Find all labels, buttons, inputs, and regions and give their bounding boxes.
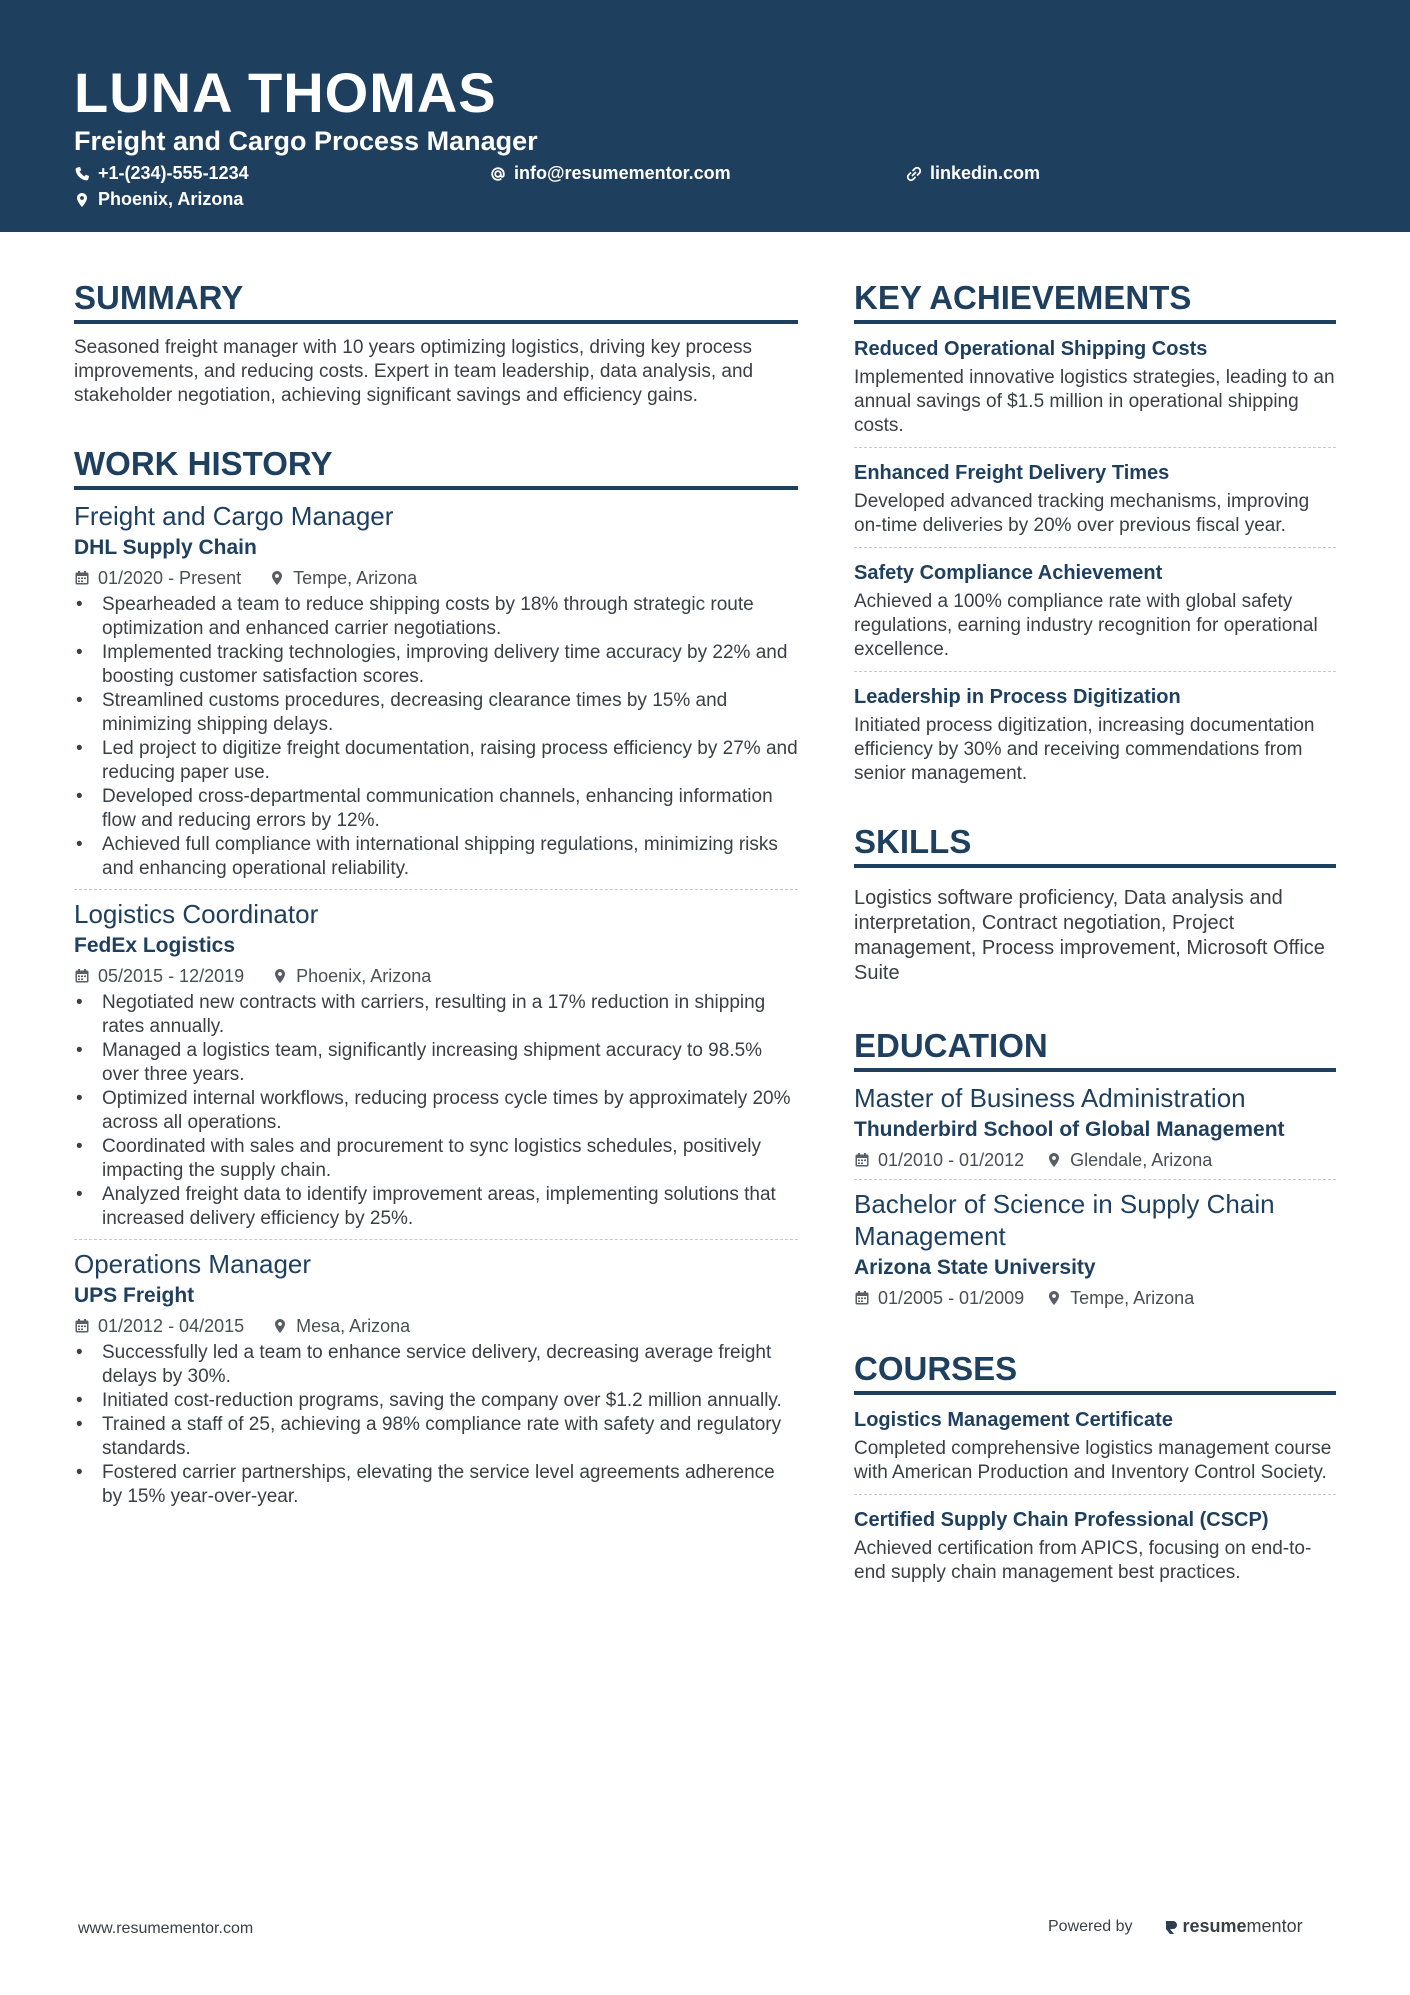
divider xyxy=(854,447,1336,448)
map-pin-icon xyxy=(272,1318,288,1334)
education-location xyxy=(1046,1149,1212,1171)
achievement-desc: Developed advanced tracking mechanisms, improving on-time deliveries by 20% over previous fiscal year. xyxy=(854,491,1310,536)
at-sign-icon xyxy=(490,166,506,182)
map-pin-icon xyxy=(272,968,288,984)
achievement-title: Leadership in Process Digitization xyxy=(854,686,1181,708)
summary-text: Seasoned freight manager with 10 years optimizing logistics, driving key process improvements, and reducing costs. Expert in team leadership, data analysis, and stakeholder negotiation, achieving significant savings and efficiency gains. xyxy=(74,337,754,406)
section-title-skills: SKILLS xyxy=(854,822,1336,868)
job-title: Operations Manager xyxy=(74,1249,312,1279)
job-dates: 01/2020 - Present xyxy=(98,568,242,588)
job-bullet: • Coordinated with sales and procurement to sync logistics schedules, positively impacting the supply chain. xyxy=(74,1135,798,1183)
map-pin-icon xyxy=(1046,1152,1062,1168)
degree-title: Bachelor of Science in Supply Chain Management xyxy=(854,1189,1275,1251)
candidate-title: Freight and Cargo Process Manager xyxy=(74,126,538,156)
job-bullet: • Optimized internal workflows, reducing process cycle times by approximately 20% across all operations. xyxy=(74,1087,798,1135)
course-title: Certified Supply Chain Professional (CSCP) xyxy=(854,1509,1269,1531)
left-column xyxy=(74,278,798,1509)
job-title: Logistics Coordinator xyxy=(74,899,319,929)
divider xyxy=(854,1494,1336,1495)
education-dates: 01/2010 - 01/2012 xyxy=(878,1150,1025,1170)
achievement-item xyxy=(854,684,1336,786)
powered-by-label: Powered by xyxy=(1048,1917,1133,1935)
job-bullet: • Achieved full compliance with international shipping regulations, minimizing risks and enhancing operational reliability. xyxy=(74,833,798,881)
job-entry xyxy=(74,898,798,1231)
job-location xyxy=(272,1315,410,1337)
job-bullets xyxy=(74,991,798,1231)
achievement-title: Safety Compliance Achievement xyxy=(854,562,1163,584)
course-item xyxy=(854,1407,1336,1485)
job-bullet: • Analyzed freight data to identify improvement areas, implementing solutions that increased delivery efficiency by 25%. xyxy=(74,1183,798,1231)
degree-title: Master of Business Administration xyxy=(854,1083,1246,1113)
calendar-icon xyxy=(854,1290,870,1306)
linkedin-link[interactable]: linkedin.com xyxy=(930,163,1041,183)
job-bullet: • Led project to digitize freight documentation, raising process efficiency by 27% and reducing paper use. xyxy=(74,737,798,785)
job-location-text: Mesa, Arizona xyxy=(296,1316,411,1336)
job-dates: 05/2015 - 12/2019 xyxy=(98,966,245,986)
right-column xyxy=(854,278,1336,1585)
divider xyxy=(74,889,798,890)
job-meta xyxy=(74,1315,798,1337)
calendar-icon xyxy=(74,968,90,984)
brand-name-light: mentor xyxy=(1246,1916,1303,1936)
achievement-title: Reduced Operational Shipping Costs xyxy=(854,338,1208,360)
section-title-courses: COURSES xyxy=(854,1349,1336,1395)
education-location xyxy=(1046,1287,1194,1309)
job-entry xyxy=(74,500,798,881)
job-location xyxy=(272,965,431,987)
course-title: Logistics Management Certificate xyxy=(854,1409,1173,1431)
contact-email[interactable] xyxy=(490,163,731,184)
company-name: UPS Freight xyxy=(74,1284,195,1307)
phone-number: +1-(234)-555-1234 xyxy=(98,163,249,183)
email-address[interactable]: info@resumementor.com xyxy=(514,163,731,183)
achievement-item xyxy=(854,560,1336,662)
job-bullets xyxy=(74,1341,798,1509)
education-item xyxy=(854,1082,1336,1171)
job-bullet: • Successfully led a team to enhance service delivery, decreasing average freight delays by 30%. xyxy=(74,1341,798,1389)
contact-linkedin[interactable] xyxy=(906,163,1040,184)
contact-location xyxy=(74,189,243,210)
job-location-text: Tempe, Arizona xyxy=(293,568,418,588)
job-title: Freight and Cargo Manager xyxy=(74,501,394,531)
section-title-key-achievements: KEY ACHIEVEMENTS xyxy=(854,278,1336,324)
divider xyxy=(854,671,1336,672)
footer-powered-by xyxy=(1048,1916,1303,1937)
resumementor-logo-icon xyxy=(1163,1919,1179,1935)
job-bullet: • Spearheaded a team to reduce shipping costs by 18% through strategic route optimization and enhanced carrier negotiations. xyxy=(74,593,798,641)
section-title-work-history: WORK HISTORY xyxy=(74,444,798,490)
job-bullet: • Fostered carrier partnerships, elevating the service level agreements adherence by 15% year-over-year. xyxy=(74,1461,798,1509)
resume-header xyxy=(0,0,1410,232)
course-desc: Achieved certification from APICS, focusing on end-to-end supply chain management best practices. xyxy=(854,1538,1312,1583)
map-pin-icon xyxy=(1046,1290,1062,1306)
skills-text: Logistics software proficiency, Data analysis and interpretation, Contract negotiation, Project management, Process improvement, Microsoft Office Suite xyxy=(854,887,1325,984)
school-name: Arizona State University xyxy=(854,1256,1096,1279)
education-location-text: Glendale, Arizona xyxy=(1070,1150,1213,1170)
course-desc: Completed comprehensive logistics management course with American Production and Inventory Control Society. xyxy=(854,1438,1332,1483)
achievement-title: Enhanced Freight Delivery Times xyxy=(854,462,1170,484)
course-item xyxy=(854,1507,1336,1585)
job-bullet: • Developed cross-departmental communication channels, enhancing information flow and reducing errors by 12%. xyxy=(74,785,798,833)
job-meta xyxy=(74,567,798,589)
brand-name-bold: resume xyxy=(1182,1916,1247,1936)
divider xyxy=(854,1179,1336,1180)
education-location-text: Tempe, Arizona xyxy=(1070,1288,1195,1308)
job-location xyxy=(269,567,417,589)
job-bullet: • Streamlined customs procedures, decreasing clearance times by 15% and minimizing shipping delays. xyxy=(74,689,798,737)
phone-icon xyxy=(74,166,90,182)
map-pin-icon xyxy=(269,570,285,586)
calendar-icon xyxy=(854,1152,870,1168)
job-bullet: • Implemented tracking technologies, improving delivery time accuracy by 22% and boosting customer satisfaction scores. xyxy=(74,641,798,689)
divider xyxy=(854,547,1336,548)
job-bullet: • Negotiated new contracts with carriers, resulting in a 17% reduction in shipping rates annually. xyxy=(74,991,798,1039)
link-icon xyxy=(906,166,922,182)
section-title-education: EDUCATION xyxy=(854,1026,1336,1072)
education-meta xyxy=(854,1287,1336,1309)
job-bullet: • Trained a staff of 25, achieving a 98% compliance rate with safety and regulatory standards. xyxy=(74,1413,798,1461)
achievement-item xyxy=(854,336,1336,438)
job-bullet: • Initiated cost-reduction programs, saving the company over $1.2 million annually. xyxy=(74,1389,798,1413)
achievement-desc: Achieved a 100% compliance rate with global safety regulations, earning industry recognition for operational excellence. xyxy=(854,591,1318,660)
job-entry xyxy=(74,1248,798,1509)
contact-phone xyxy=(74,163,249,184)
divider xyxy=(74,1239,798,1240)
education-meta xyxy=(854,1149,1336,1171)
achievement-desc: Initiated process digitization, increasing documentation efficiency by 30% and receiving commendations from senior management. xyxy=(854,715,1315,784)
job-meta xyxy=(74,965,798,987)
job-bullets xyxy=(74,593,798,881)
brand-logo[interactable] xyxy=(1163,1916,1303,1937)
job-bullet: • Managed a logistics team, significantly increasing shipment accuracy to 98.5% over three years. xyxy=(74,1039,798,1087)
achievement-desc: Implemented innovative logistics strategies, leading to an annual savings of $1.5 million in operational shipping costs. xyxy=(854,367,1335,436)
company-name: DHL Supply Chain xyxy=(74,536,257,559)
job-dates: 01/2012 - 04/2015 xyxy=(98,1316,245,1336)
candidate-name: LUNA THOMAS xyxy=(74,61,497,124)
map-pin-icon xyxy=(74,192,90,208)
location-text: Phoenix, Arizona xyxy=(98,189,244,209)
education-item xyxy=(854,1188,1336,1309)
footer-website[interactable]: www.resumementor.com xyxy=(78,1920,254,1937)
job-location-text: Phoenix, Arizona xyxy=(296,966,432,986)
company-name: FedEx Logistics xyxy=(74,934,236,957)
education-dates: 01/2005 - 01/2009 xyxy=(878,1288,1025,1308)
achievement-item xyxy=(854,460,1336,538)
school-name: Thunderbird School of Global Management xyxy=(854,1118,1285,1141)
section-title-summary: SUMMARY xyxy=(74,278,798,324)
calendar-icon xyxy=(74,1318,90,1334)
calendar-icon xyxy=(74,570,90,586)
